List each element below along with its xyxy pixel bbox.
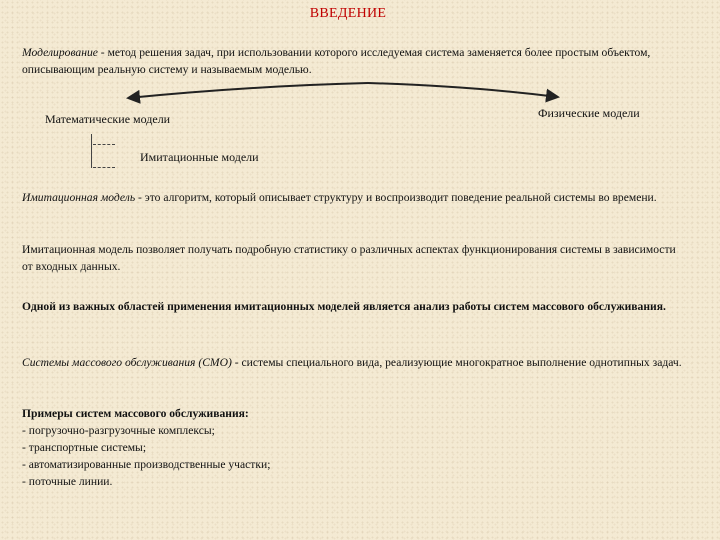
simulation-models-label: Имитационные модели xyxy=(140,150,259,164)
arrow-to-physical-models xyxy=(368,83,558,97)
tree-branch xyxy=(93,144,115,145)
tree-line xyxy=(91,134,92,168)
modeling-term: Моделирование xyxy=(22,46,98,59)
simulation-definition xyxy=(22,189,682,206)
list-item: - погрузочно-разгрузочные комплексы; xyxy=(22,424,215,437)
physical-models-label: Физические модели xyxy=(538,106,640,120)
examples-block xyxy=(22,405,682,490)
queueing-term: Системы массового обслуживания (СМО) xyxy=(22,356,232,369)
examples-heading: Примеры систем массового обслуживания: xyxy=(22,407,249,420)
list-item: - поточные линии. xyxy=(22,475,113,488)
list-item: - автоматизированные производственные участки; xyxy=(22,458,271,471)
simulation-text: - это алгоритм, который описывает структуру и воспроизводит поведение реальной системы во времени. xyxy=(135,191,657,204)
simulation-term: Имитационная модель xyxy=(22,191,136,204)
modeling-text: - метод решения задач, при использовании которого исследуемая система заменяется более простым объектом, описывающим реальную систему и называемым моделью. xyxy=(22,46,651,76)
queueing-text: - системы специального вида, реализующие многократное выполнение однотипных задач. xyxy=(231,356,682,369)
queueing-definition xyxy=(22,354,682,371)
math-models-label: Математические модели xyxy=(45,112,171,126)
slide-title: ВВЕДЕНИЕ xyxy=(309,6,387,21)
arrow-to-math-models xyxy=(128,83,368,98)
list-item: - транспортные системы; xyxy=(22,441,147,454)
simulation-statistics: Имитационная модель позволяет получать подробную статистику о различных аспектах функционирования системы в зависимости от входных данных. xyxy=(22,243,676,273)
tree-branch xyxy=(93,167,115,168)
key-application-area: Одной из важных областей применения имитационных моделей является анализ работы систем массового обслуживания. xyxy=(22,300,666,313)
